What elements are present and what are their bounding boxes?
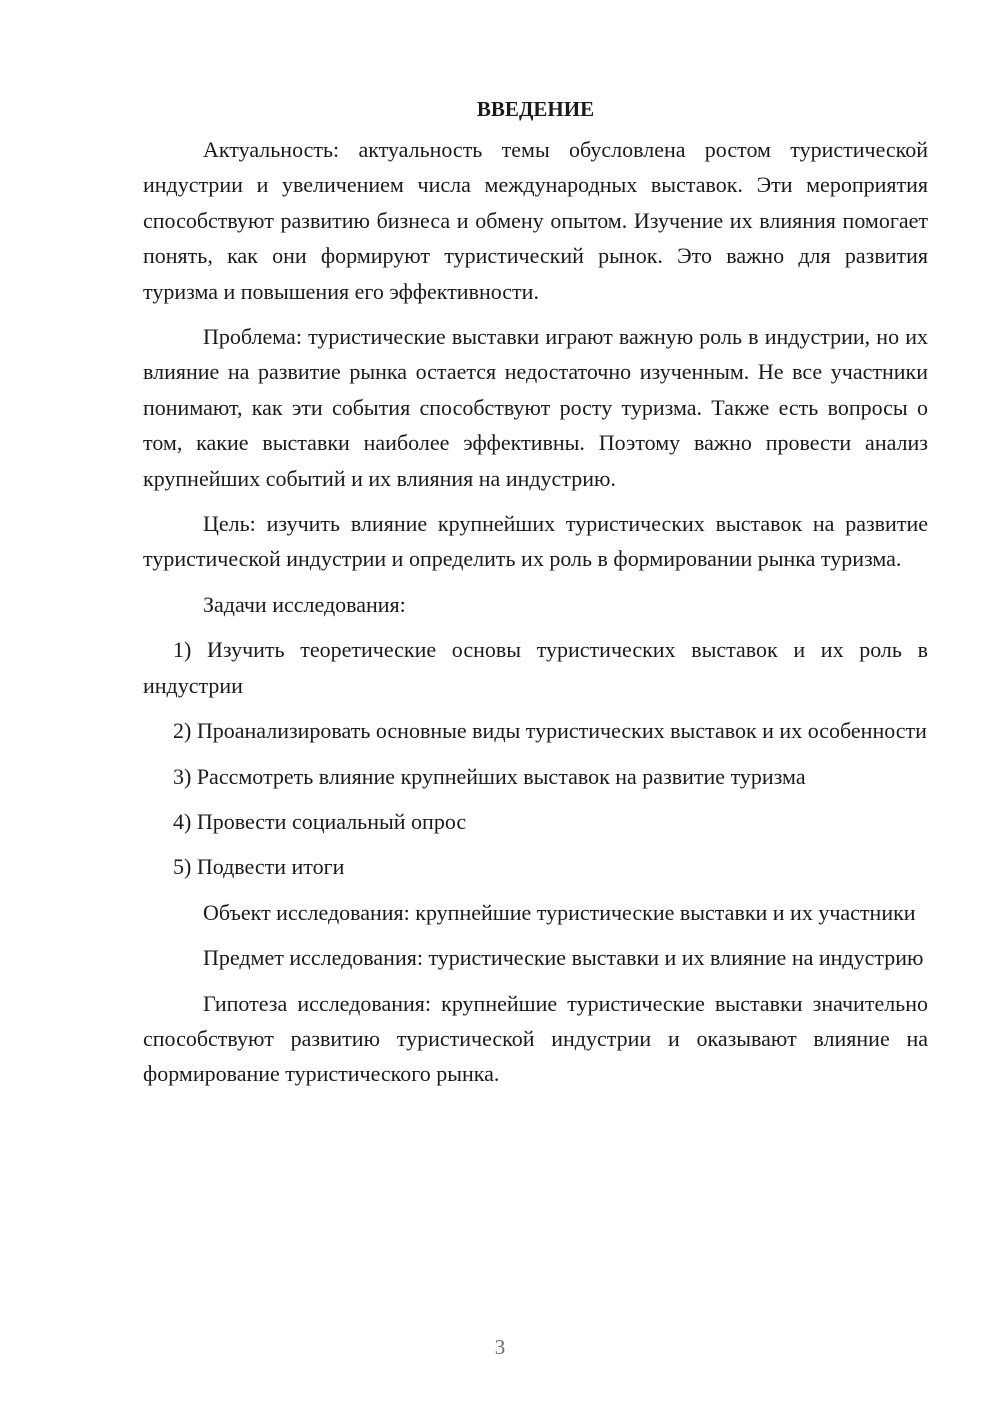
goal-paragraph: Цель: изучить влияние крупнейших туристических выставок на развитие туристической индустрии и определить их роль в формировании рынка туризма. — [143, 511, 928, 572]
task-item-5: 5) Подвести итоги — [173, 854, 345, 880]
relevance-paragraph: Актуальность: актуальность темы обусловлена ростом туристической индустрии и увеличением числа международных выставок. Эти мероприятия способствуют развитию бизнеса и обмену опытом. Изучение их влияния помогает понять, как они формируют туристический рынок. Это важно для развития туризма и повышения его эффективности. — [143, 137, 928, 304]
task-item-4: 4) Провести социальный опрос — [173, 808, 467, 834]
task-item-3: 3) Рассмотреть влияние крупнейших выставок на развитие туризма — [173, 763, 806, 789]
hypothesis-paragraph: Гипотеза исследования: крупнейшие туристические выставки значительно способствуют развитию туристической индустрии и оказывают влияние на формирование туристического рынка. — [143, 990, 928, 1087]
tasks-heading: Задачи исследования: — [203, 591, 406, 617]
page-content — [143, 92, 928, 1102]
object-paragraph: Объект исследования: крупнейшие туристические выставки и их участники — [203, 899, 916, 925]
subject-paragraph: Предмет исследования: туристические выставки и их влияние на индустрию — [203, 945, 924, 971]
page-number: 3 — [494, 1335, 506, 1359]
task-item-1: 1) Изучить теоретические основы туристических выставок и их роль в индустрии — [143, 637, 928, 698]
section-title: ВВЕДЕНИЕ — [476, 97, 595, 121]
task-item-2: 2) Проанализировать основные виды туристических выставок и их особенности — [173, 718, 927, 744]
problem-paragraph: Проблема: туристические выставки играют важную роль в индустрии, но их влияние на развитие рынка остается недостаточно изученным. Не все участники понимают, как эти события способствуют росту туризма. Также есть вопросы о том, какие выставки наиболее эффективны. Поэтому важно провести анализ крупнейших событий и их влияния на индустрию. — [143, 324, 928, 491]
